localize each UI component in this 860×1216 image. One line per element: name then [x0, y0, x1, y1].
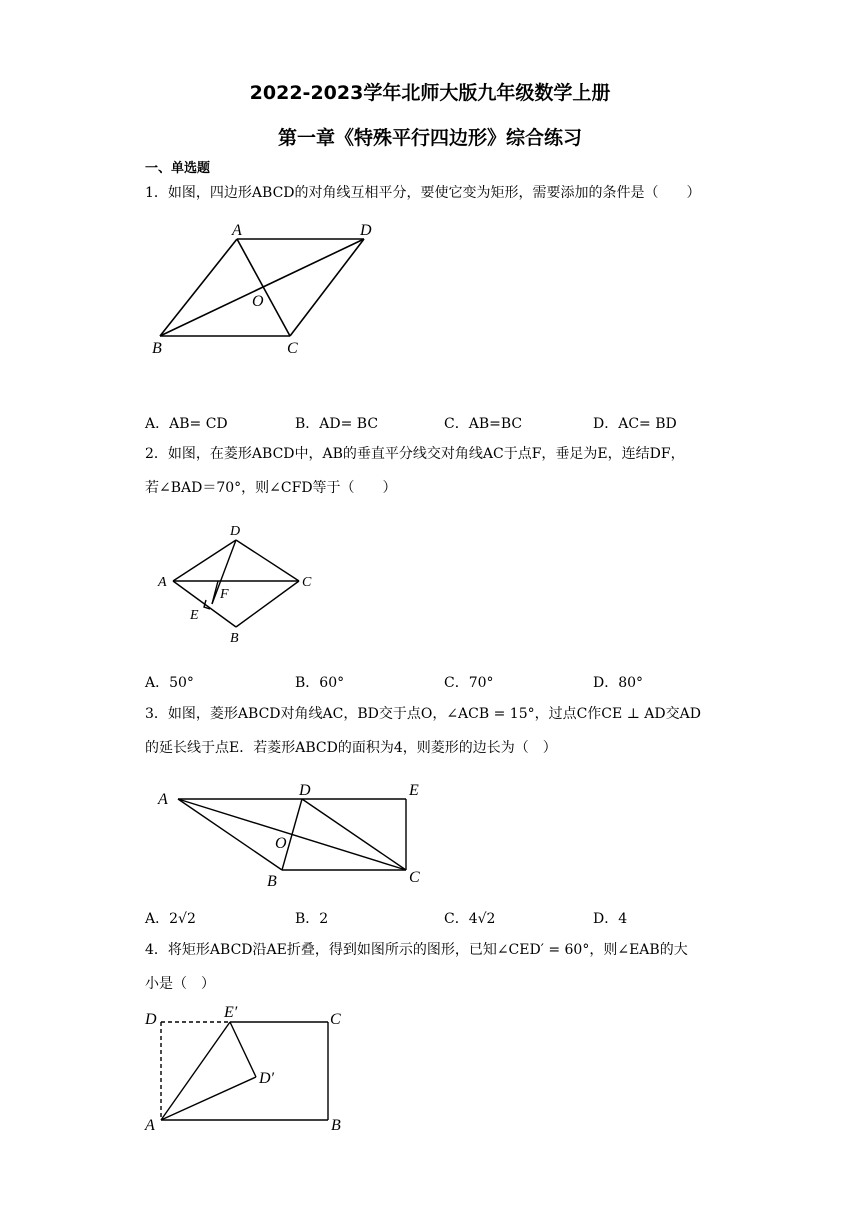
fig2-label-c: C: [302, 575, 312, 590]
question-3-option-c[interactable]: C．4√2: [444, 911, 496, 927]
question-3-line-2: 的延长线于点E．若菱形ABCD的面积为4，则菱形的边长为（ ）: [145, 740, 557, 756]
fig4-label-c: C: [330, 1011, 341, 1028]
fig1-label-o: O: [252, 293, 264, 310]
fig2-label-a: A: [158, 575, 167, 590]
question-3-option-a[interactable]: A．2√2: [145, 911, 196, 927]
section-heading: 一、单选题: [145, 161, 211, 176]
question-1-option-d[interactable]: D．AC= BD: [593, 416, 677, 432]
fig4-label-d-prime: D′: [259, 1070, 275, 1087]
question-2-option-b[interactable]: B．60°: [295, 675, 345, 691]
fig3-label-e: E: [409, 782, 419, 799]
question-4-line-2: 小是（ ）: [145, 976, 215, 992]
fig1-label-c: C: [287, 340, 298, 357]
fig4-label-b: B: [331, 1117, 341, 1134]
question-3-option-b[interactable]: B．2: [295, 911, 329, 927]
fig3-label-a: A: [158, 791, 168, 808]
fig3-label-c: C: [409, 869, 420, 886]
fig4-label-e-prime: E′: [224, 1004, 238, 1021]
fig1-label-b: B: [152, 340, 162, 357]
fig2-label-b: B: [230, 631, 239, 646]
question-3-option-d[interactable]: D．4: [593, 911, 628, 927]
question-1-option-c[interactable]: C．AB=BC: [444, 416, 523, 432]
question-2-line-2: 若∠BAD＝70°，则∠CFD等于（ ）: [145, 480, 397, 496]
fig1-label-d: D: [360, 222, 372, 239]
question-1-text: 1．如图，四边形ABCD的对角线互相平分，要使它变为矩形，需要添加的条件是（ ）: [145, 185, 701, 201]
question-2-option-a[interactable]: A．50°: [145, 675, 194, 691]
question-1-option-b[interactable]: B．AD= BC: [295, 416, 379, 432]
fig1-label-a: A: [232, 222, 242, 239]
fig4-label-a: A: [145, 1117, 155, 1134]
question-4-line-1: 4．将矩形ABCD沿AE折叠，得到如图所示的图形，已知∠CED′ = 60°，则∠EAB的大: [145, 942, 688, 958]
document-title: 2022-2023学年北师大版九年级数学上册: [249, 82, 611, 104]
fig3-label-o: O: [275, 835, 287, 852]
question-3-line-1: 3．如图，菱形ABCD对角线AC，BD交于点O，∠ACB = 15°，过点C作CE ⊥ AD交AD: [145, 706, 701, 722]
question-2-option-d[interactable]: D．80°: [593, 675, 644, 691]
question-2-line-1: 2．如图，在菱形ABCD中，AB的垂直平分线交对角线AC于点F，垂足为E，连结DF，: [145, 446, 685, 462]
fig3-label-d: D: [299, 782, 311, 799]
fig2-label-d: D: [230, 524, 241, 539]
question-2-option-c[interactable]: C．70°: [444, 675, 494, 691]
document-subtitle: 第一章《特殊平行四边形》综合练习: [277, 127, 582, 149]
question-1-option-a[interactable]: A．AB= CD: [145, 416, 228, 432]
fig2-label-e: E: [190, 608, 199, 623]
fig2-label-f: F: [220, 587, 229, 602]
fig3-label-b: B: [267, 873, 277, 890]
fig4-label-d: D: [145, 1011, 157, 1028]
